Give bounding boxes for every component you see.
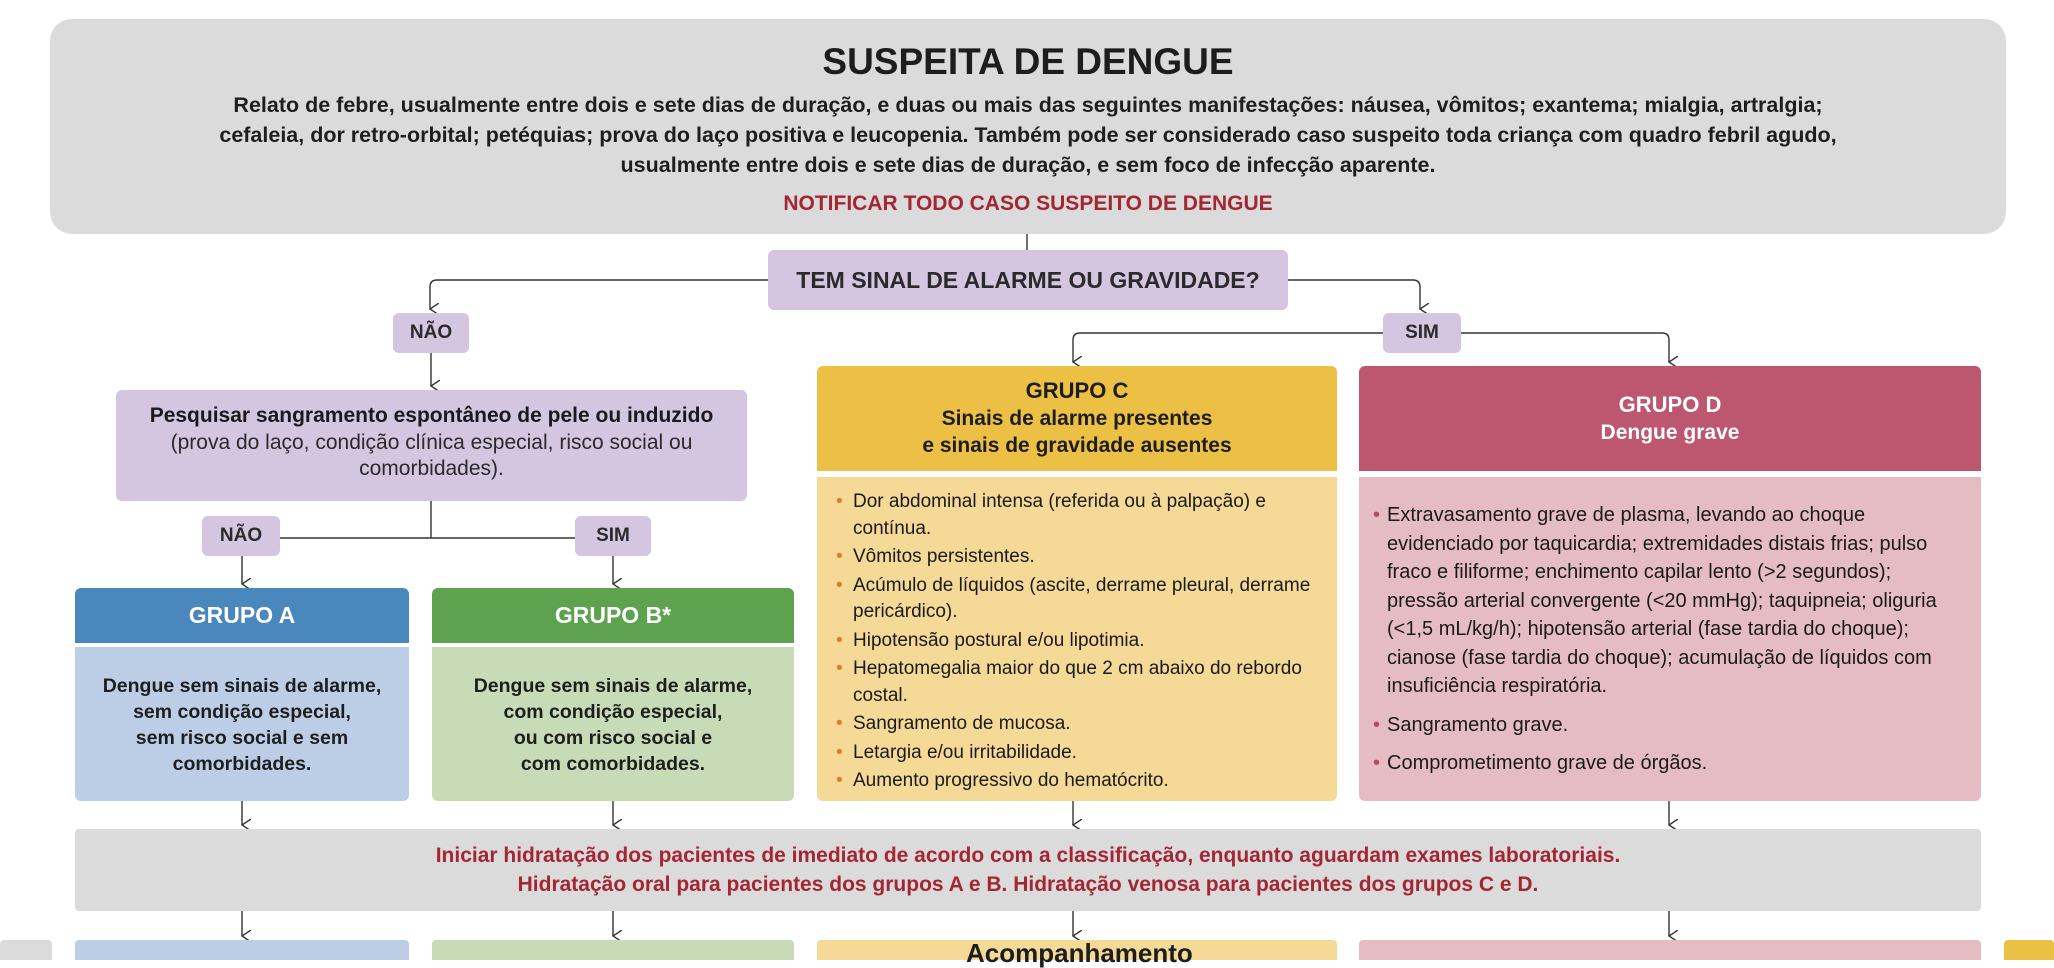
next-group-d-card: [1359, 940, 1981, 960]
group-b-text-line: com comorbidades.: [520, 753, 706, 775]
branch-no-label: NÃO: [393, 313, 469, 353]
connector-to-group-d: [1461, 333, 1669, 362]
group-c-subtitle: Sinais de alarme presentes: [941, 407, 1213, 430]
bleeding-yes-label: SIM: [575, 516, 651, 556]
group-c-header: [817, 366, 1337, 471]
group-b-text-line: Dengue sem sinais de alarme,: [473, 675, 753, 697]
list-item: • Dor abdominal intensa (referida ou à palpação) e contínua.: [853, 489, 1317, 542]
group-b-card: [432, 588, 794, 801]
list-item: • Comprometimento grave de órgãos.: [1387, 749, 1963, 778]
suspicion-header: [50, 19, 2006, 234]
group-d-title: GRUPO D: [1618, 392, 1722, 417]
group-a-text-line: Dengue sem sinais de alarme,: [102, 675, 382, 697]
list-item: • Aumento progressivo do hematócrito.: [853, 768, 1317, 795]
group-a-title: GRUPO A: [75, 588, 409, 643]
group-d-header: [1359, 366, 1981, 471]
list-item: • Hipotensão postural e/ou lipotimia.: [853, 628, 1317, 655]
list-item: • Extravasamento grave de plasma, levando ao choque evidenciado por taquicardia; extremidades distais frias; pulso fraco e filiforme; enchimento capilar lento (>2 segundos); pressão arterial convergente (<20 mmHg); taquipneia; oliguria (<1,5 mL/kg/h); hipotensão arterial (fase tardia do choque); cianose (fase tardia do choque); acumulação de líquidos com insuficiência respiratória.: [1387, 501, 1963, 701]
branch-yes-label: SIM: [1383, 313, 1461, 353]
list-item: • Vômitos persistentes.: [853, 544, 1317, 571]
hydration-line: Iniciar hidratação dos pacientes de imediato de acordo com a classificação, enquanto aguardam exames laboratoriais.: [435, 844, 1621, 867]
next-section-title: Acompanhamento: [966, 938, 1193, 968]
group-d-body: [1359, 477, 1981, 801]
list-item: • Sangramento de mucosa.: [853, 711, 1317, 738]
hydration-notice: [75, 829, 1981, 911]
list-item: • Sangramento grave.: [1387, 711, 1963, 740]
case-definition-line: cefaleia, dor retro-orbital; petéquias; prova do laço positiva e leucopenia. Também pode ser considerado caso suspeito toda criança com quadro febril agudo,: [219, 123, 1837, 147]
list-item: • Letargia e/ou irritabilidade.: [853, 740, 1317, 767]
bleeding-check-title: Pesquisar sangramento espontâneo de pele ou induzido: [149, 404, 714, 427]
next-section-right-edge: [2004, 940, 2054, 960]
page-title: SUSPEITA DE DENGUE: [822, 41, 1234, 82]
list-item: • Hepatomegalia maior do que 2 cm abaixo do rebordo costal.: [853, 656, 1317, 709]
group-c-subtitle: e sinais de gravidade ausentes: [922, 434, 1232, 457]
group-a-card: [75, 588, 409, 801]
group-a-text-line: sem condição especial,: [133, 701, 351, 723]
alarm-question: TEM SINAL DE ALARME OU GRAVIDADE?: [768, 250, 1288, 310]
group-c-title: GRUPO C: [1025, 378, 1129, 403]
connector-to-group-c: [1073, 333, 1383, 362]
list-item: • Acúmulo de líquidos (ascite, derrame pleural, derrame pericárdico).: [853, 573, 1317, 626]
case-definition: [170, 90, 1886, 180]
group-d-subtitle: Dengue grave: [1600, 421, 1740, 444]
group-d-sign-list: [1359, 477, 1981, 778]
next-section-left-edge: [0, 940, 52, 960]
group-a-text-line: sem risco social e sem: [135, 727, 349, 749]
case-definition-line: usualmente entre dois e sete dias de duração, e sem foco de infecção aparente.: [620, 153, 1436, 177]
group-a-body: [75, 647, 409, 801]
bleeding-no-label: NÃO: [202, 516, 280, 556]
group-b-body: [432, 647, 794, 801]
group-a-text-line: comorbidades.: [172, 753, 312, 775]
hydration-line: Hidratação oral para pacientes dos grupos A e B. Hidratação venosa para pacientes dos grupos C e D.: [517, 873, 1539, 896]
group-b-title: GRUPO B*: [432, 588, 794, 643]
group-c-card: [817, 366, 1337, 801]
group-b-text-line: ou com risco social e: [513, 727, 713, 749]
bleeding-check-box: [116, 390, 747, 501]
notify-notice: NOTIFICAR TODO CASO SUSPEITO DE DENGUE: [783, 192, 1273, 215]
group-b-text-line: com condição especial,: [503, 701, 723, 723]
group-c-body: [817, 477, 1337, 801]
group-c-sign-list: [817, 477, 1337, 795]
group-d-card: [1359, 366, 1981, 801]
next-group-b-card: [432, 940, 794, 960]
connector-to-nao: [430, 280, 768, 309]
next-group-a-card: [75, 940, 409, 960]
bleeding-check-detail: (prova do laço, condição clínica especial, risco social ou comorbidades).: [170, 431, 693, 480]
connector-to-sim: [1288, 280, 1420, 309]
case-definition-line: Relato de febre, usualmente entre dois e sete dias de duração, e duas ou mais das seguintes manifestações: náusea, vômitos; exantema; mialgia, artralgia;: [233, 93, 1823, 117]
